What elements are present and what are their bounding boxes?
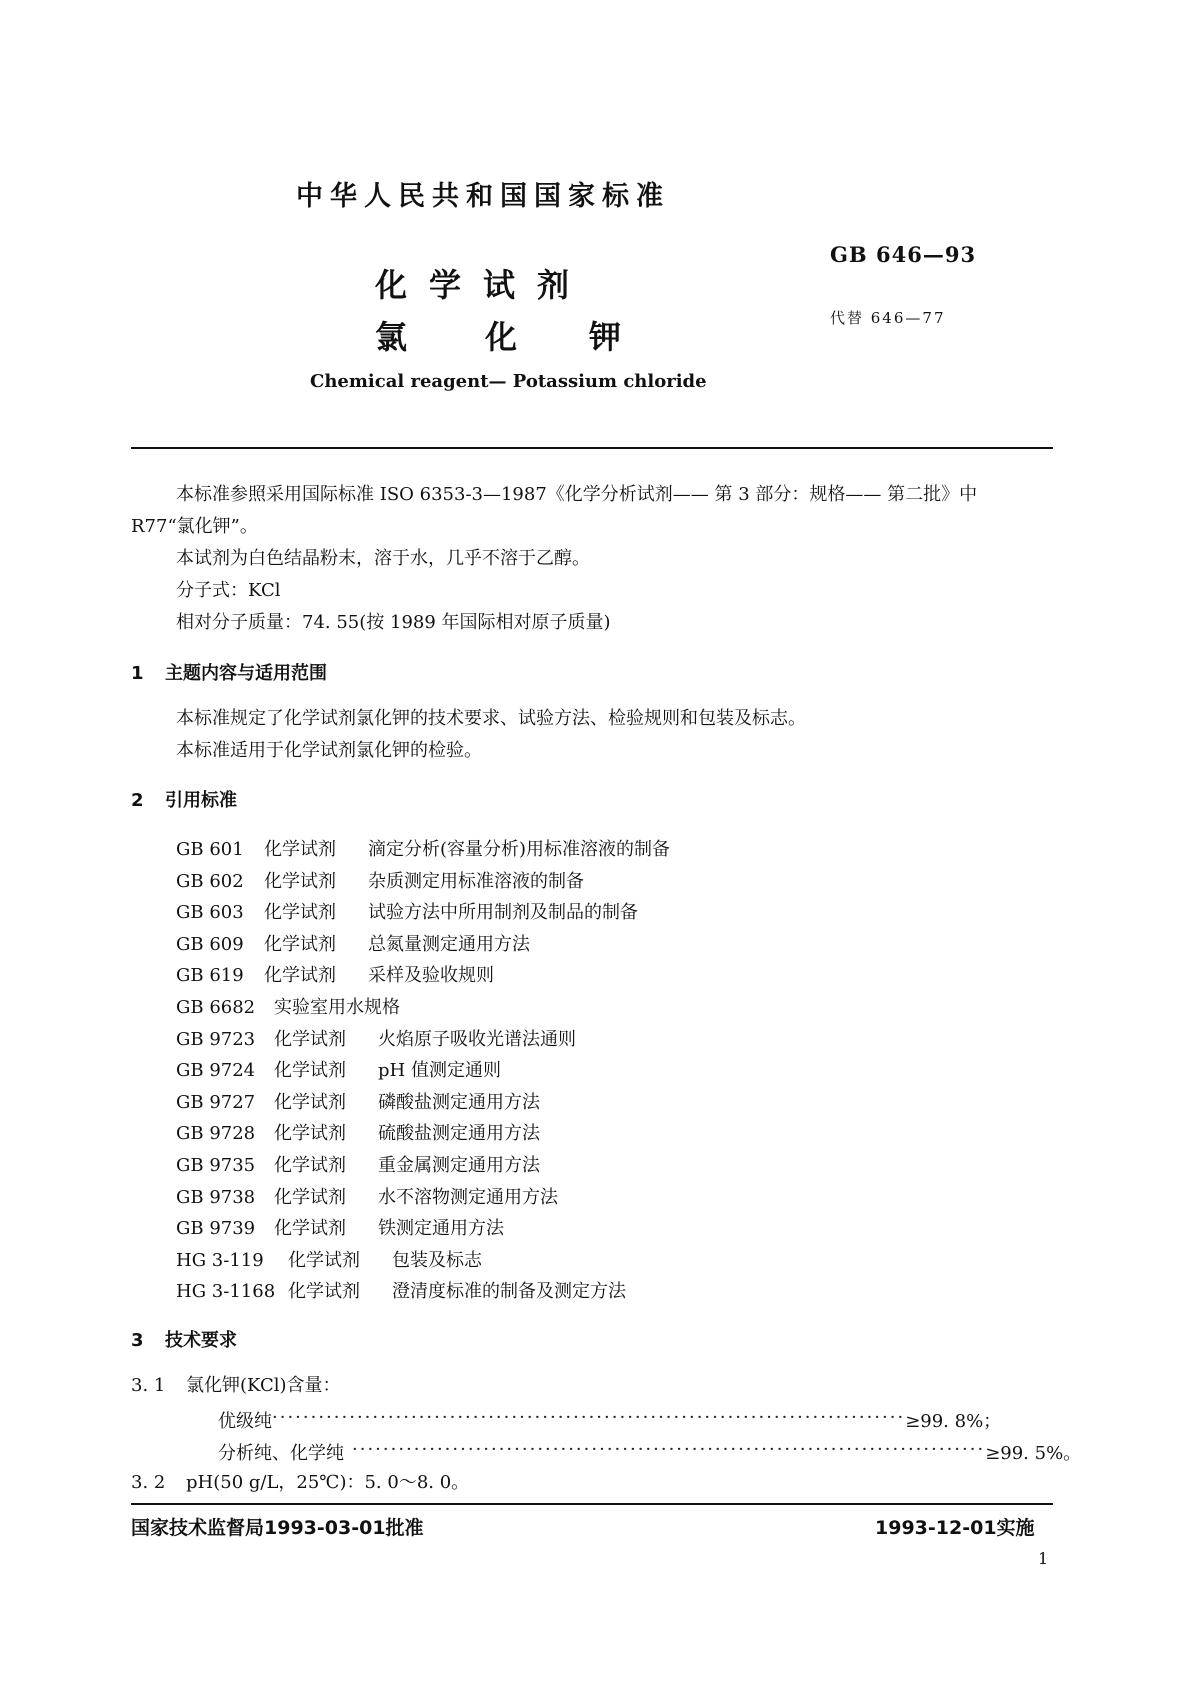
reference-code: GB 9723 [176,1028,256,1050]
reference-name: 火焰原子吸收光谱法通则 [378,1028,576,1050]
intro-paragraph-1-cont: R77“氯化钾”。 [131,516,258,537]
reference-name: 采样及验收规则 [368,965,494,987]
replaces-standard: 代替 646—77 [830,309,946,327]
title-line-2 [375,312,621,358]
reference-item [176,930,530,956]
grade-superior-row [218,1407,1002,1433]
reference-name: 包装及标志 [392,1249,482,1271]
reference-code: GB 6682 [176,997,256,1018]
section-number: 3 [131,1330,144,1351]
reference-name: 硫酸盐测定通用方法 [378,1123,540,1145]
reference-category: 化学试剂 [274,1186,346,1208]
clause-3-1 [131,1375,341,1397]
title-line-1: 化学试剂 [375,266,592,304]
reference-category: 化学试剂 [264,933,336,955]
standard-number: GB 646—93 [830,242,977,267]
reference-code: GB 9739 [176,1218,256,1240]
section-title: 技术要求 [165,1330,237,1351]
organization-title: 中华人民共和国国家标准 [296,181,670,212]
reference-item [176,1025,576,1051]
approval-date: 国家技术监督局1993-03-01批准 [131,1517,424,1539]
grade-analytical-row [218,1439,1082,1465]
header-divider [131,447,1053,449]
reference-name: 澄清度标准的制备及测定方法 [392,1281,626,1303]
reference-code: HG 3-1168 [176,1281,276,1303]
grade-label: 分析纯、化学纯 [218,1443,344,1464]
reference-category: 化学试剂 [274,1028,346,1050]
reference-category: 化学试剂 [274,1091,346,1113]
intro-paragraph-2: 本试剂为白色结晶粉末，溶于水，几乎不溶于乙醇。 [176,548,590,569]
reference-name: 滴定分析(容量分析)用标准溶液的制备 [368,839,671,860]
reference-category: 化学试剂 [264,870,336,892]
section-1-heading [131,659,327,685]
implementation-date: 1993-12-01实施 [875,1517,1035,1539]
section-number: 2 [131,790,144,811]
reference-name: 实验室用水规格 [274,997,400,1018]
reference-name: 铁测定通用方法 [378,1218,504,1240]
reference-code: GB 9728 [176,1123,256,1145]
title-char: 氯 [375,318,408,356]
intro-paragraph-1: 本标准参照采用国际标准 ISO 6353-3—1987《化学分析试剂—— 第 3 部分：规格—— 第二批》中 [176,484,978,505]
footer-divider [131,1503,1053,1505]
reference-code: GB 609 [176,933,244,955]
reference-code: GB 9724 [176,1060,256,1082]
reference-item [176,1277,626,1303]
clause-text: 氯化钾(KCl)含量： [186,1375,341,1396]
reference-name: 杂质测定用标准溶液的制备 [368,870,584,892]
section-title: 主题内容与适用范围 [165,663,327,684]
grade-label: 优级纯 [218,1411,272,1432]
reference-category: 化学试剂 [274,1060,346,1082]
reference-category: 化学试剂 [288,1281,360,1303]
clause-3-2 [131,1472,469,1494]
reference-item [176,898,638,924]
reference-name: 磷酸盐测定通用方法 [378,1091,540,1113]
section-number: 1 [131,663,144,684]
reference-item [176,1246,482,1272]
reference-code: GB 601 [176,839,244,860]
section-1-paragraph-2: 本标准适用于化学试剂氯化钾的检验。 [176,740,482,761]
section-3-heading [131,1326,237,1352]
reference-category: 化学试剂 [264,965,336,987]
clause-text: pH(50 g/L，25℃)：5. 0～8. 0。 [186,1472,470,1493]
reference-category: 化学试剂 [288,1249,360,1271]
molecular-mass: 相对分子质量：74. 55(按 1989 年国际相对原子质量) [176,612,611,633]
title-char: 化 [485,318,518,356]
reference-item [176,1056,501,1082]
grade-value: ≥99. 8%； [905,1411,1002,1432]
clause-number: 3. 2 [131,1472,166,1493]
dot-leader: ·················································································· [272,1407,906,1428]
reference-code: GB 9735 [176,1155,256,1176]
reference-category: 化学试剂 [264,839,336,860]
reference-item [176,961,494,987]
reference-category: 化学试剂 [274,1123,346,1145]
reference-name: 水不溶物测定通用方法 [378,1186,558,1208]
english-title: Chemical reagent— Potassium chloride [310,371,707,392]
reference-code: GB 619 [176,965,244,987]
page-number: 1 [1038,1549,1049,1568]
section-title: 引用标准 [165,790,237,811]
reference-name: 总氮量测定通用方法 [368,933,530,955]
reference-name: pH 值测定通则 [378,1060,501,1082]
reference-item [176,1151,540,1177]
reference-code: GB 9738 [176,1186,256,1208]
reference-item [176,1119,540,1145]
reference-item [176,835,670,861]
reference-item [176,1183,558,1209]
title-char: 钾 [589,318,622,356]
reference-item [176,993,400,1019]
dot-leader: ·················································································· [352,1439,986,1460]
reference-code: GB 9727 [176,1091,256,1113]
reference-code: HG 3-119 [176,1249,264,1271]
reference-category: 化学试剂 [264,902,336,924]
reference-item [176,1088,540,1114]
reference-name: 试验方法中所用制剂及制品的制备 [368,902,638,924]
reference-code: GB 603 [176,902,244,924]
section-1-paragraph-1: 本标准规定了化学试剂氯化钾的技术要求、试验方法、检验规则和包装及标志。 [176,708,806,729]
clause-number: 3. 1 [131,1375,166,1396]
section-2-heading [131,786,237,812]
reference-item [176,1214,504,1240]
molecular-formula: 分子式：KCl [176,580,281,601]
reference-code: GB 602 [176,870,244,892]
grade-value: ≥99. 5%。 [985,1443,1082,1464]
reference-name: 重金属测定通用方法 [378,1155,540,1176]
reference-category: 化学试剂 [274,1218,346,1240]
reference-category: 化学试剂 [274,1155,346,1176]
reference-item [176,867,584,893]
